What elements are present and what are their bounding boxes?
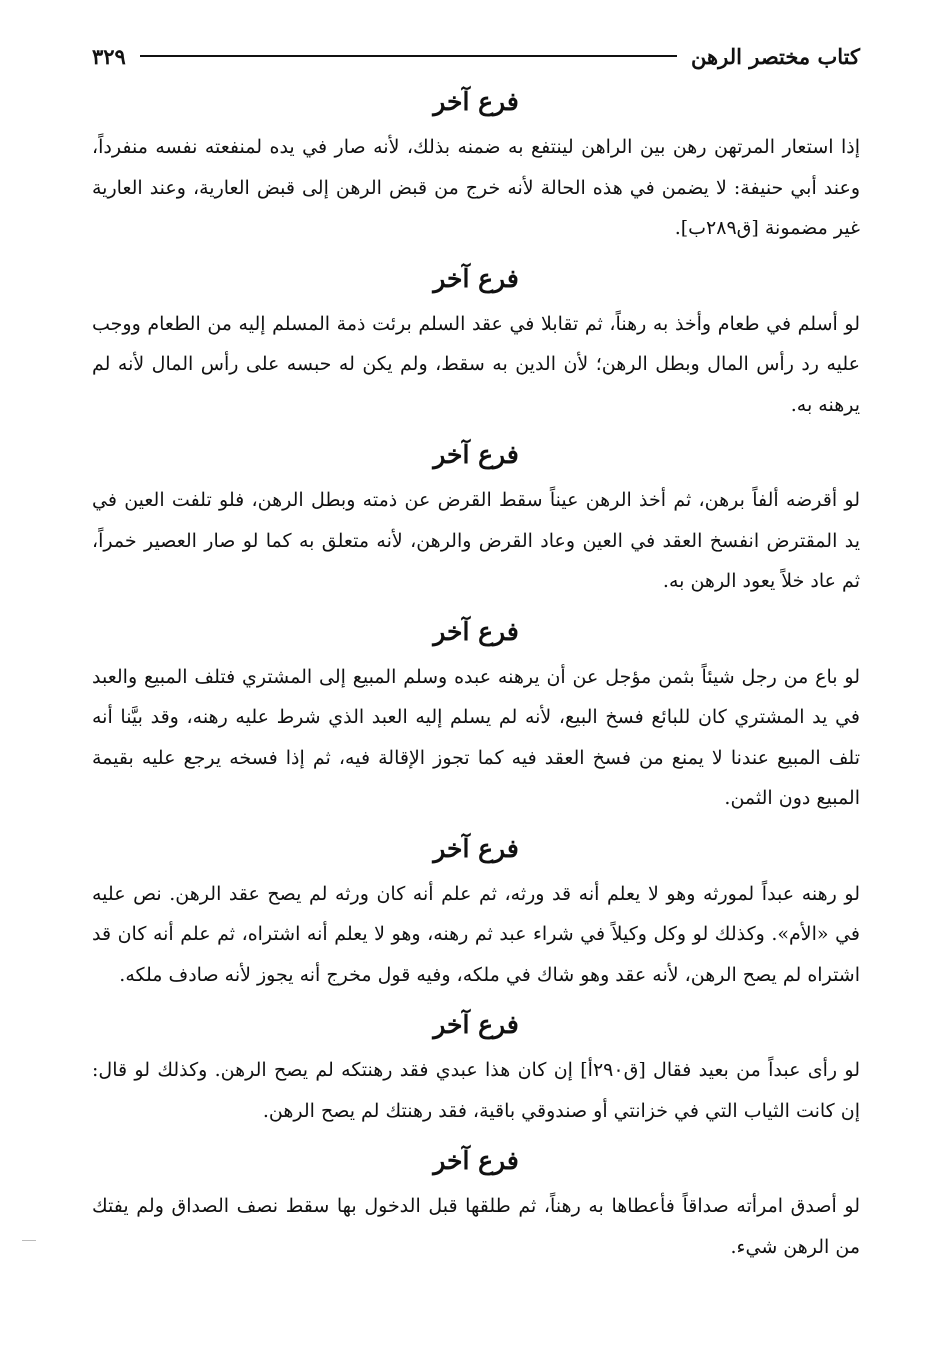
section-heading: فرع آخر (433, 263, 519, 293)
section (92, 435, 860, 602)
section (92, 82, 860, 249)
page-header (92, 36, 860, 76)
section (92, 1141, 860, 1267)
section-paragraph: لو أصدق امرأته صداقاً فأعطاها به رهناً، ثم طلقها قبل الدخول بها سقط نصف الصداق ولم يفتك من الرهن شيء. (92, 1195, 860, 1258)
section-paragraph: لو باع من رجل شيئاً بثمن مؤجل عن أن يرهنه عبده وسلم المبيع إلى المشتري فتلف المبيع والعبد في يد المشتري كان للبائع فسخ البيع، لأنه لم يسلم إليه العبد الذي شرط عليه رهنه، وقد بيَّنا أنه تلف المبيع عندنا لا يمنع من فسخ العقد فيه كما تجوز الإقالة فيه، ثم إذا فسخه يرجع عليه بقيمة المبيع دون الثمن. (92, 665, 860, 809)
section (92, 829, 860, 996)
section-heading: فرع آخر (433, 1010, 519, 1039)
running-head-title: كتاب مختصر الرهن (691, 43, 860, 69)
page-number: ٣٢٩ (92, 43, 126, 69)
margin-mark (22, 1240, 36, 1241)
section-paragraph: لو أسلم في طعام وأخذ به رهناً، ثم تقابلا في عقد السلم برئت ذمة المسلم إليه من الطعام ووجب عليه رد رأس المال وبطل الرهن؛ لأن الدين به سقط، ولم يكن له حبسه على رأس المال لأنه لم يرهنه به. (92, 312, 860, 416)
section-paragraph: إذا استعار المرتهن رهن بين الراهن لينتفع به ضمنه بذلك، لأنه صار في يده لمنفعته نفسه منفرداً، وعند أبي حنيفة: لا يضمن في هذه الحالة لأنه خرج من قبض الرهن إلى قبض العارية، وعند العارية غير مضمونة [ق٢٨٩ب]. (92, 136, 860, 239)
section-heading: فرع آخر (433, 440, 519, 469)
section-heading: فرع آخر (433, 616, 519, 646)
page-body (92, 82, 860, 1277)
section (92, 259, 860, 426)
section-paragraph: لو رهنه عبداً لمورثه وهو لا يعلم أنه قد ورثه، ثم علم أنه كان ورثه لم يصح عقد الرهن. نص عليه في «الأم». وكذلك لو وكل وكيلاً في شراء عبد ثم رهنه، وهو لا يعلم أنه اشتراه، ثم علم أنه كان قد اشتراه لم يصح الرهن، لأنه عقد وهو شاك في ملكه، وفيه قول مخرج أنه يجوز لأنه صادف ملكه. (92, 882, 860, 986)
section (92, 612, 860, 819)
header-rule (140, 55, 677, 57)
section-paragraph: لو أقرضه ألفاً برهن، ثم أخذ الرهن عيناً سقط القرض عن ذمته وبطل الرهن، فلو تلفت العين في يد المقترض انفسخ العقد في العين وعاد القرض والرهن، لأنه متعلق به كما لو صار العصير خمراً، ثم عاد خلاً يعود الرهن به. (92, 489, 860, 592)
section-heading: فرع آخر (433, 1146, 519, 1175)
section-heading: فرع آخر (433, 833, 519, 863)
section-paragraph: لو رأى عبداً من بعيد فقال [ق٢٩٠أ] إن كان هذا عبدي فقد رهنتكه لم يصح الرهن. وكذلك لو قال: إن كانت الثياب التي في خزانتي أو صندوقي باقية، فقد رهنتك لم يصح الرهن. (92, 1059, 860, 1122)
section (92, 1005, 860, 1131)
section-heading: فرع آخر (433, 87, 519, 116)
